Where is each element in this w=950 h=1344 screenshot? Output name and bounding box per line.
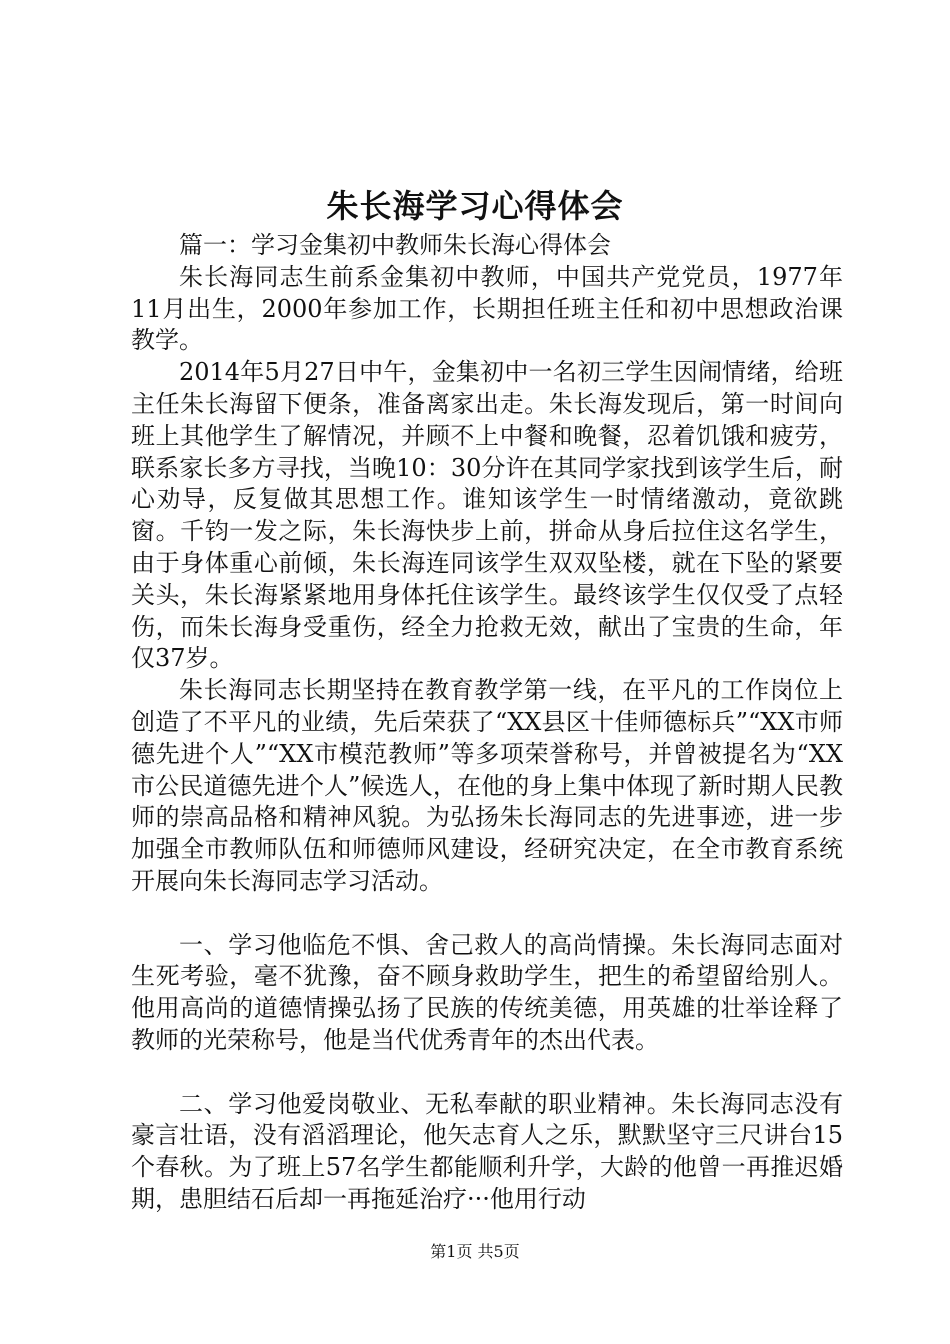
document-body: [131, 230, 843, 1216]
body-paragraph: 朱长海同志长期坚持在教育教学第一线，在平凡的工作岗位上创造了不平凡的业绩，先后荣获了“XX县区十佳师德标兵”“XX市师德先进个人”“XX市模范教师”等多项荣誉称号，并曾被提名为“XX市公民道德先进个人”候选人，在他的身上集中体现了新时期人民教师的崇高品格和精神风貌。为弘扬朱长海同志的先进事迹，进一步加强全市教师队伍和师德师风建设，经研究决定，在全市教育系统开展向朱长海同志学习活动。: [131, 676, 843, 895]
page-number: 第1页 共5页: [430, 1242, 520, 1261]
body-paragraph: 一、学习他临危不惧、舍己救人的高尚情操。朱长海同志面对生死考验，毫不犹豫，奋不顾身救助学生，把生的希望留给别人。他用高尚的道德情操弘扬了民族的传统美德，用英雄的壮举诠释了教师的光荣称号，他是当代优秀青年的杰出代表。: [131, 930, 843, 1054]
body-paragraph: 朱长海同志生前系金集初中教师，中国共产党党员，1977年11月出生，2000年参加工作，长期担任班主任和初中思想政治课教学。: [131, 262, 843, 355]
body-paragraph: 二、学习他爱岗敬业、无私奉献的职业精神。朱长海同志没有豪言壮语，没有滔滔理论，他矢志育人之乐，默默坚守三尺讲台15个春秋。为了班上57名学生都能顺利升学，大龄的他曾一再推迟婚期，患胆结石后却一再拖延治疗···他用行动: [131, 1089, 843, 1213]
document-title: 朱长海学习心得体会: [326, 187, 624, 225]
section-heading: 篇一：学习金集初中教师朱长海心得体会: [179, 231, 611, 259]
body-paragraph: 2014年5月27日中午，金集初中一名初三学生因闹情绪，给班主任朱长海留下便条，准备离家出走。朱长海发现后，第一时间向班上其他学生了解情况，并顾不上中餐和晚餐，忍着饥饿和疲劳，联系家长多方寻找，当晚10：30分许在其同学家找到该学生后，耐心劝导，反复做其思想工作。谁知该学生一时情绪激动，竟欲跳窗。千钧一发之际，朱长海快步上前，拼命从身后拉住这名学生，由于身体重心前倾，朱长海连同该学生双双坠楼，就在下坠的紧要关头，朱长海紧紧地用身体托住该学生。最终该学生仅仅受了点轻伤，而朱长海身受重伤，经全力抢救无效，献出了宝贵的生命，年仅37岁。: [131, 358, 843, 673]
